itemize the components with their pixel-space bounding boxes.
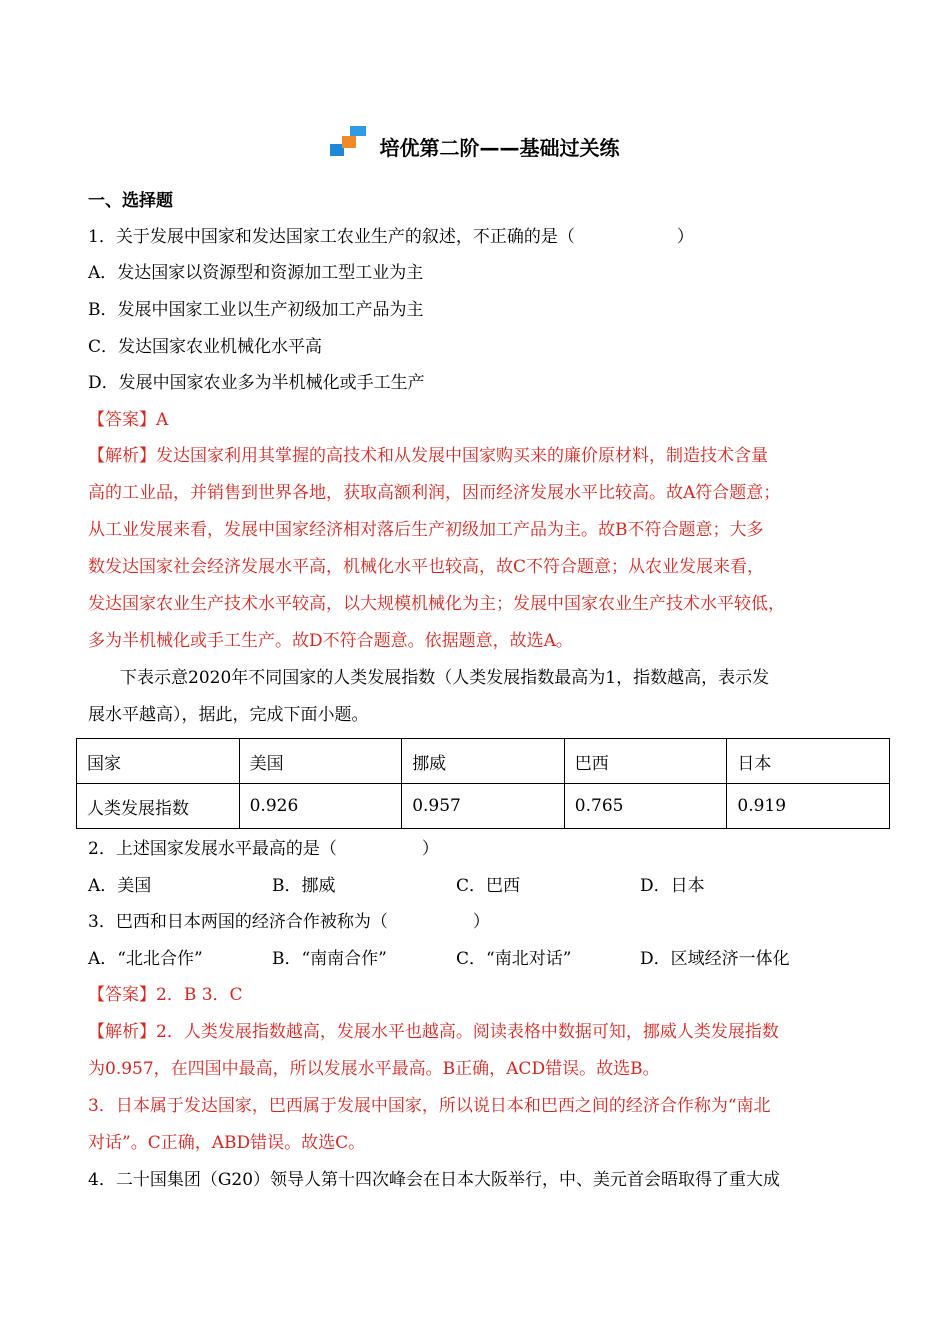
question-3-option-d: D．区域经济一体化	[640, 949, 790, 969]
questions-2-3-analysis-line: 对话”。C正确，ABD错误。故选C。	[88, 1133, 366, 1153]
question-2-option-d: D．日本	[640, 876, 705, 896]
table-cell: 0.957	[402, 784, 565, 829]
question-1-stem: 1．关于发展中国家和发达国家工农业生产的叙述，不正确的是（ ）	[88, 227, 694, 247]
questions-2-3-answer: 【答案】2．B 3．C	[88, 985, 243, 1005]
question-3-option-a: A．“北北合作”	[88, 949, 203, 969]
table-cell: 人类发展指数	[77, 784, 240, 829]
question-1-analysis-line: 从工业发展来看，发展中国家经济相对落后生产初级加工产品为主。故B不符合题意；大多	[88, 520, 764, 540]
question-1-option-c: C．发达国家农业机械化水平高	[88, 337, 323, 357]
header	[0, 130, 950, 170]
question-2-option-a: A．美国	[88, 876, 152, 896]
table-cell: 挪威	[402, 739, 565, 784]
question-1-option-a: A．发达国家以资源型和资源加工型工业为主	[88, 263, 424, 283]
question-1-option-d: D．发展中国家农业多为半机械化或手工生产	[88, 373, 425, 393]
question-3-option-c: C．“南北对话”	[456, 949, 572, 969]
question-1-answer: 【答案】A	[88, 410, 169, 430]
page-title: 培优第二阶——基础过关练	[379, 135, 620, 160]
question-2-option-b: B．挪威	[272, 876, 336, 896]
table-cell: 0.926	[239, 784, 402, 829]
question-1-analysis-line: 高的工业品，并销售到世界各地，获取高额利润，因而经济发展水平比较高。故A符合题意；	[88, 483, 781, 503]
section-heading: 一、选择题	[88, 191, 173, 211]
questions-2-3-analysis-line: 【解析】2．人类发展指数越高，发展水平也越高。阅读表格中数据可知，挪威人类发展指数	[88, 1022, 779, 1042]
table-cell: 0.919	[727, 784, 890, 829]
question-1-analysis-line: 多为半机械化或手工生产。故D不符合题意。依据题意，故选A。	[88, 631, 573, 651]
table-cell: 日本	[727, 739, 890, 784]
table-cell: 巴西	[564, 739, 727, 784]
question-1-option-b: B．发展中国家工业以生产初级加工产品为主	[88, 300, 424, 320]
question-4-stem: 4．二十国集团（G20）领导人第十四次峰会在日本大阪举行，中、美元首会晤取得了重大成	[88, 1170, 781, 1190]
question-2-stem: 2．上述国家发展水平最高的是（ ）	[88, 839, 439, 859]
question-1-analysis-line: 数发达国家社会经济发展水平高，机械化水平也较高，故C不符合题意；从农业发展来看，	[88, 557, 765, 577]
intro-line: 下表示意2020年不同国家的人类发展指数（人类发展指数最高为1，指数越高，表示发	[120, 668, 770, 688]
questions-2-3-analysis-line: 3．日本属于发达国家，巴西属于发展中国家，所以说日本和巴西之间的经济合作称为“南北	[88, 1096, 771, 1116]
table-cell: 0.765	[564, 784, 727, 829]
table-header-row	[77, 739, 890, 784]
question-3-option-b: B．“南南合作”	[272, 949, 387, 969]
question-1-analysis-line: 【解析】发达国家利用其掌握的高技术和从发展中国家购买来的廉价原材料，制造技术含量	[88, 446, 768, 466]
questions-2-3-analysis-line: 为0.957，在四国中最高，所以发展水平最高。B正确，ACD错误。故选B。	[88, 1059, 660, 1079]
hdi-table	[76, 738, 890, 829]
table-row	[77, 784, 890, 829]
table-cell: 美国	[239, 739, 402, 784]
question-2-option-c: C．巴西	[456, 876, 521, 896]
stairs-logo-icon	[330, 130, 368, 162]
question-3-stem: 3．巴西和日本两国的经济合作被称为（ ）	[88, 912, 490, 932]
question-1-analysis-line: 发达国家农业生产技术水平较高，以大规模机械化为主；发展中国家农业生产技术水平较低，	[88, 594, 785, 614]
intro-line: 展水平越高），据此，完成下面小题。	[88, 705, 369, 725]
table-cell: 国家	[77, 739, 240, 784]
